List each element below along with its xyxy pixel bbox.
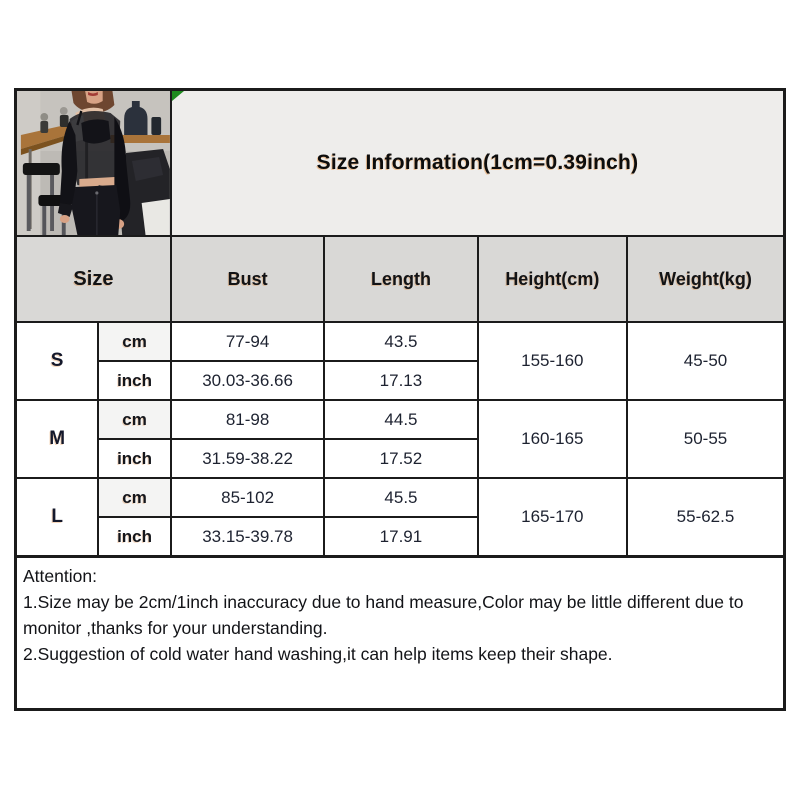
white-board	[142, 199, 170, 235]
table-row	[16, 478, 785, 517]
size-table	[14, 88, 786, 558]
attention-note	[14, 558, 786, 711]
attention-heading: Attention:	[23, 566, 97, 586]
header-height: Height(cm)	[478, 236, 627, 322]
unit-cm: cm	[98, 322, 171, 361]
unit-inch: inch	[98, 517, 171, 557]
unit-cm: cm	[98, 478, 171, 517]
s-bust-inch: 30.03-36.66	[171, 361, 324, 400]
m-height: 160-165	[478, 400, 627, 478]
l-bust-cm: 85-102	[171, 478, 324, 517]
photo-title-row	[16, 90, 785, 237]
l-length-cm: 45.5	[324, 478, 477, 517]
s-weight: 45-50	[627, 322, 785, 400]
product-photo	[17, 91, 170, 235]
m-length-inch: 17.52	[324, 439, 477, 478]
unit-inch: inch	[98, 361, 171, 400]
product-photo-cell	[16, 90, 171, 237]
l-weight: 55-62.5	[627, 478, 785, 557]
m-length-cm: 44.5	[324, 400, 477, 439]
s-bust-cm: 77-94	[171, 322, 324, 361]
header-weight: Weight(kg)	[627, 236, 785, 322]
unit-cm: cm	[98, 400, 171, 439]
table-row	[16, 400, 785, 439]
table-header-row	[16, 236, 785, 322]
table-row	[16, 322, 785, 361]
size-s-cell: S	[16, 322, 99, 400]
mesh-top	[70, 111, 121, 187]
page-title: Size Information(1cm=0.39inch)	[316, 151, 639, 174]
l-length-inch: 17.91	[324, 517, 477, 557]
size-chart-sheet	[14, 88, 786, 711]
s-height: 155-160	[478, 322, 627, 400]
corner-marker-triangle	[172, 91, 184, 101]
header-length: Length	[324, 236, 477, 322]
m-bust-inch: 31.59-38.22	[171, 439, 324, 478]
m-weight: 50-55	[627, 400, 785, 478]
attention-line-1: 1.Size may be 2cm/1inch inaccuracy due to hand measure,Color may be little different due to monitor ,thanks for your understanding.	[23, 592, 744, 638]
s-length-inch: 17.13	[324, 361, 477, 400]
header-bust: Bust	[171, 236, 324, 322]
stool-seat	[23, 163, 60, 175]
face	[85, 91, 103, 104]
l-height: 165-170	[478, 478, 627, 557]
unit-inch: inch	[98, 439, 171, 478]
title-cell	[171, 90, 785, 237]
l-bust-inch: 33.15-39.78	[171, 517, 324, 557]
m-bust-cm: 81-98	[171, 400, 324, 439]
size-m-cell: M	[16, 400, 99, 478]
hand	[60, 215, 70, 223]
s-length-cm: 43.5	[324, 322, 477, 361]
size-l-cell: L	[16, 478, 99, 557]
header-size: Size	[16, 236, 171, 322]
attention-line-2: 2.Suggestion of cold water hand washing,it can help items keep their shape.	[23, 644, 613, 664]
